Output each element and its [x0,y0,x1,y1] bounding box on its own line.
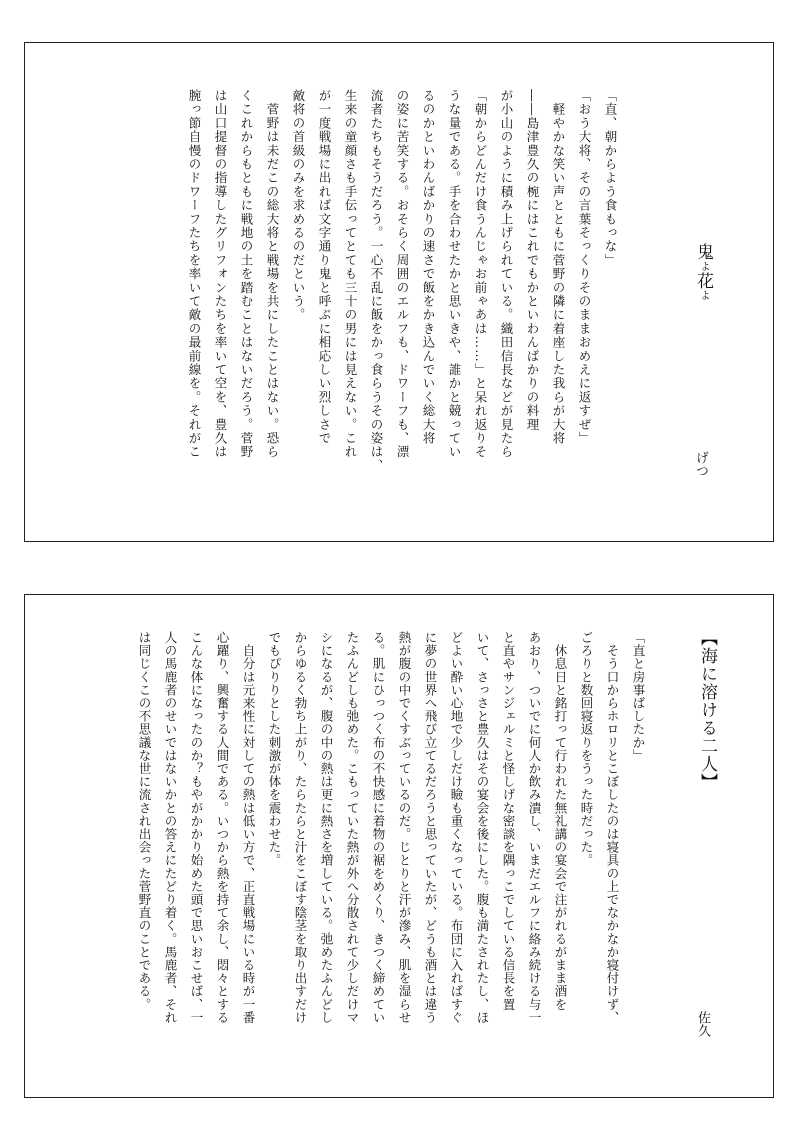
bottom-story-body: 「直と房事ばしたか」 そう口からホロリとこぼしたのは寝具の上でなかなか寝付けず、 ごろりと数回寝返りをうった時だった。 休息日と銘打って行われた無礼講の宴会で注がれるがまま酒を あおり、ついでに何人か飲み潰し、いまだエルフに絡み続ける与一 と直やサンジェルミと怪しげな密談を隅っこでしている信長を置 いて、さっさと豊久はその宴会を後にした。腹も満たされたし、ほ どよい酔い心地で少しだけ瞼も重くなっている。布団に入ればすぐ に夢の世界へ飛び立てるだろうと思っていたが、どうも酒とは違う 熱が腹の中でくすぶっているのだ。じとりと汗が滲み、肌を湿らせ る。肌にひっつく布の不快感に着物の裾をめくり、きつく締めてい たふんどしも弛めた。こもっていた熱が外へ分散されて少しだけマ シになるが、腹の中の熱は更に熱さを増している。弛めたふんどし からゆるく勃ち上がり、たらたらと汁をこぼす陰茎を取り出すだけ でもぴりりとした刺激が体を震わせた。 自分は元来性に対しての熱は低い方で、正直戦場にいる時が一番 心躍り、興奮する人間である。いつから熱を持て余し、悶々とする こんな体になったのか？もやがかかり始めた頭で思いおこせば、一 人の馬鹿者のせいではないかとの答えにたどり着く。馬鹿者、それ は同じくこの不思議な世に流され出会った菅野直のことである。 [137,631,646,1024]
top-story-panel [24,42,774,542]
bottom-story-panel [24,594,774,1098]
title-kanji-oni: 鬼 [693,243,713,261]
title-kanji-hana: 花 [693,272,713,290]
top-story-author: げつ [693,451,708,477]
bottom-story-title: 【海に溶ける二人】 [697,629,717,791]
title-ruby-1: よ [698,261,709,272]
top-story-title [694,243,711,301]
title-ruby-2: よ [698,290,709,301]
bottom-story-author: 佐久 [695,1011,710,1037]
top-story-body: 「直、朝からよう食もっな」 「おう大将、その言葉そっくりそのままおめえに返すぜ」 軽やかな笑い声とともに菅野の隣に着座した我らが大将 ――島津豊久の椀にはこれでもかといわんばかりの料理 が小山のように積み上げられている。織田信長などが見たら 「朝からどんだけ食うんじゃお前ゃあは……」と呆れ返りそ うな量である。手を合わせたかと思いきや、誰かと競ってい るのかといわんばかりの速さで飯をかき込んでいく総大将 の姿に苦笑する。おそらく周囲のエルフも、ドワーフも、漂 流者たちもそうだろう。一心不乱に飯をかっ食らうその姿は、 生来の童顔さも手伝ってとても三十の男には見えない。これ が一度戦場に出れば文字通り鬼と呼ぶに相応しい烈しさで 敵将の首級のみを求めるのだという。 菅野は未だこの総大将と戦場を共にしたことはない。恐ら くこれからもともに戦地の土を踏むことはないだろう。菅野 は山口提督の指導したグリフォンたちを率いて空を、豊久は 腕っ節自慢のドワーフたちを率いて敵の最前線を。それがこ [187,89,618,473]
